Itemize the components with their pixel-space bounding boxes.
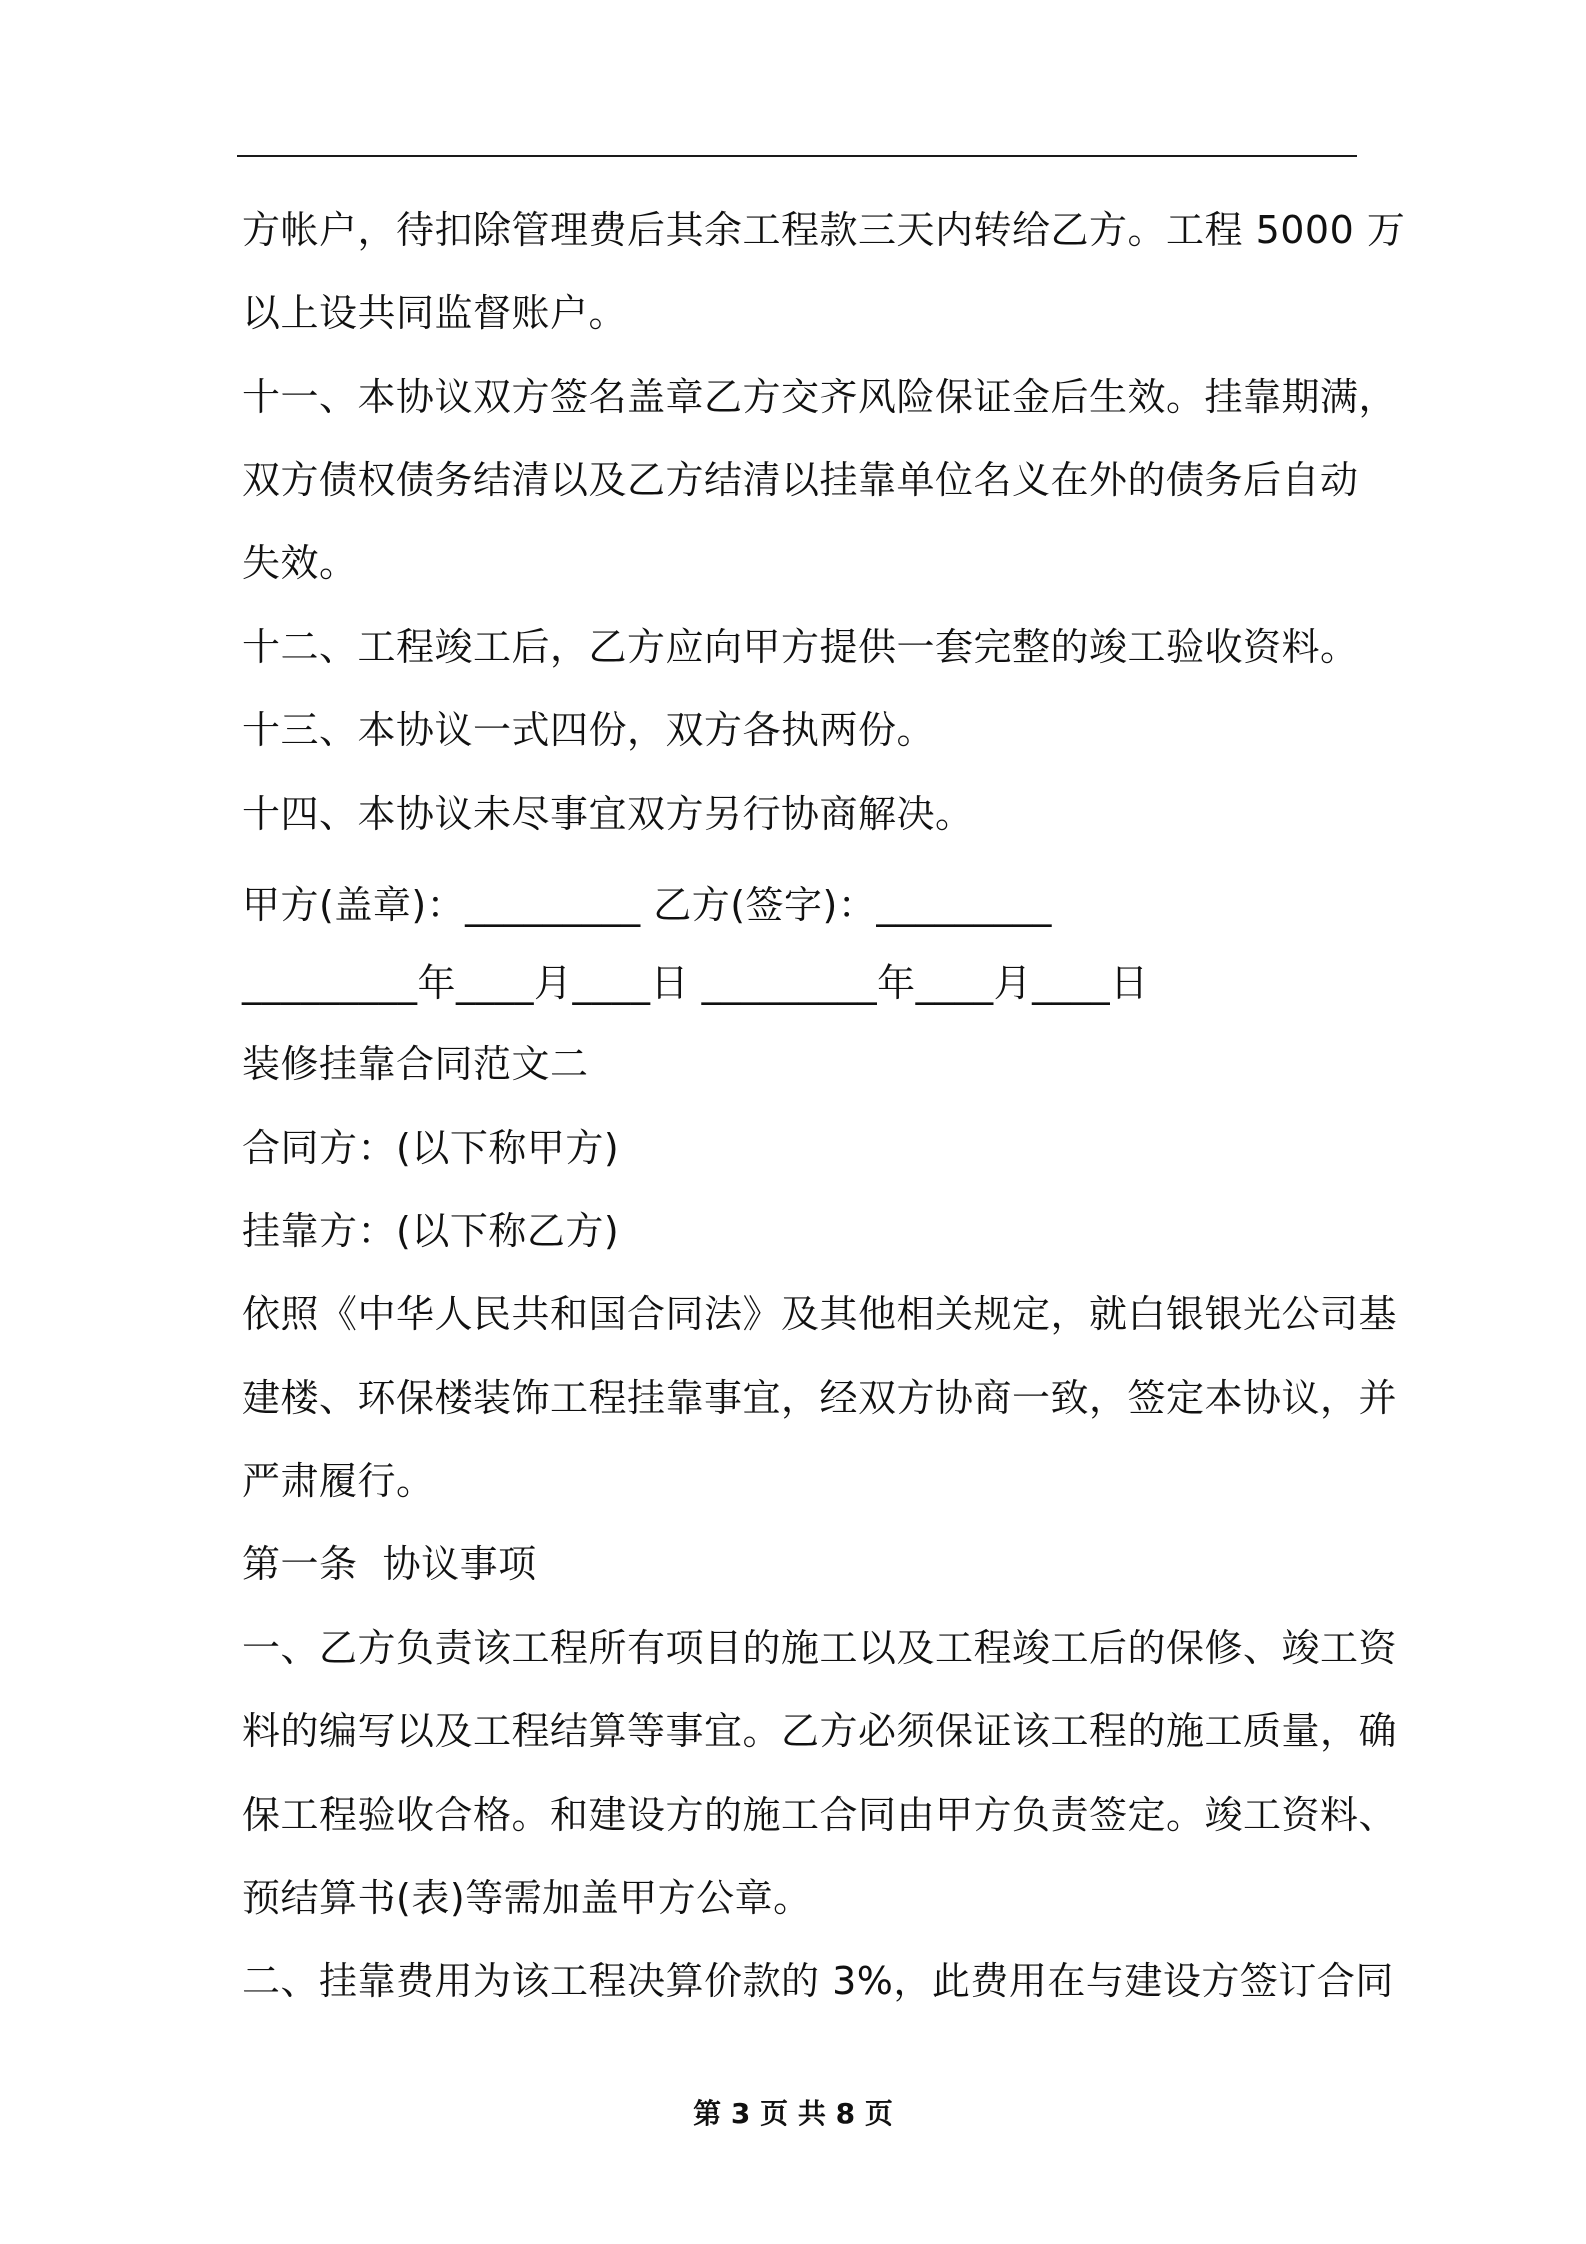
page-number: 第 3 页 共 8 页 [693,2097,893,2130]
text-line: 以上设共同监督账户。 [242,291,628,335]
text-line: 严肃履行。 [242,1459,435,1503]
text-line: 预结算书(表)等需加盖甲方公章。 [242,1876,812,1920]
signature-line: 甲方(盖章)：_________ 乙方(签字)：_________ [242,883,1052,927]
text-line: 挂靠方：(以下称乙方) [242,1209,620,1253]
text-line: 十三、本协议一式四份，双方各执两份。 [242,708,936,752]
header-rule [237,155,1357,157]
text-line: 双方债权债务结清以及乙方结清以挂靠单位名义在外的债务后自动 [242,458,1359,502]
text-line: 建楼、环保楼装饰工程挂靠事宜，经双方协商一致，签定本协议，并 [242,1376,1398,1420]
section-title: 装修挂靠合同范文二 [242,1042,589,1086]
text-line: 保工程验收合格。和建设方的施工合同由甲方负责签定。竣工资料、 [242,1793,1398,1837]
text-line: 一、乙方负责该工程所有项目的施工以及工程竣工后的保修、竣工资 [242,1626,1398,1670]
text-line: 依照《中华人民共和国合同法》及其他相关规定，就白银银光公司基 [242,1292,1398,1336]
article-heading: 第一条 协议事项 [242,1542,537,1586]
text-line: 合同方：(以下称甲方) [242,1126,620,1170]
text-line: 料的编写以及工程结算等事宜。乙方必须保证该工程的施工质量，确 [242,1709,1398,1753]
text-line: 十一、本协议双方签名盖章乙方交齐风险保证金后生效。挂靠期满， [242,375,1398,419]
text-line: 十二、工程竣工后，乙方应向甲方提供一套完整的竣工验收资料。 [242,625,1359,669]
text-line: 十四、本协议未尽事宜双方另行协商解决。 [242,792,974,836]
date-line: _________年____月____日 _________年____月____日 [242,961,1149,1005]
text-line: 二、挂靠费用为该工程决算价款的 3%，此费用在与建设方签订合同 [242,1959,1394,2003]
text-line: 失效。 [242,541,358,585]
text-line: 方帐户，待扣除管理费后其余工程款三天内转给乙方。工程 5000 万 [242,208,1406,252]
